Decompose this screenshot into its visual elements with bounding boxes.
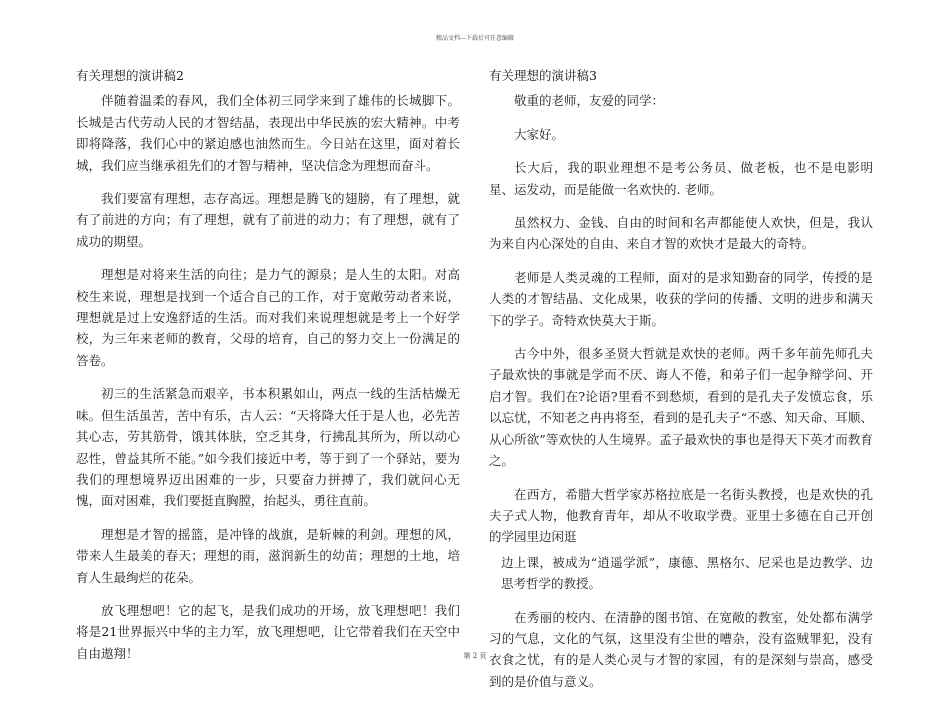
paragraph: 虽然权力、金钱、自由的时间和名声都能使人欢快，但是，我认为来自内心深处的自由、来自才智的欢快才是最大的奇特。 xyxy=(489,215,873,252)
paragraph: 伴随着温柔的春风，我们全体初三同学来到了雄伟的长城脚下。长城是古代劳动人民的才智结晶，表现出中华民族的宏大精神。中考即将降落，我们心中的紧迫感也油然而生。今日站在这里，面对着长城，我们应当继承祖先们的才智与精神，坚决信念为理想而奋斗。 xyxy=(76,93,460,173)
paragraph: 老师是人类灵魂的工程师，面对的是求知勤奋的同学，传授的是人类的才智结晶、文化成果，收获的学问的传播、文明的进步和满天下的学子。奇特欢快莫大于斯。 xyxy=(489,269,873,328)
article-title-3: 有关理想的演讲稿3 xyxy=(489,68,597,83)
paragraph: 古今中外，很多圣贤大哲就是欢快的老师。两千多年前先师孔夫子最欢快的事就是学而不厌、诲人不倦，和弟子们一起争辩学问、开启才智。我们在?论语?里看不到愁烦，看到的是孔夫子发愤忘食，乐以忘忧，不知老之冉冉将至，看到的是孔夫子“不惑、知天命、耳顺、从心所欲”等欢快的人生境界。孟子最欢快的事也是得天下英才而教育之。 xyxy=(489,346,873,469)
paragraph: 理想是对将来生活的向往；是力气的源泉；是人生的太阳。对高校生来说，理想是找到一个适合自己的工作，对于宽敞劳动者来说，理想就是过上安逸舒适的生活。而对我们来说理想就是考上一个好学校，为三年来老师的教育，父母的培育，自己的努力交上一份满足的答卷。 xyxy=(76,267,460,368)
paragraph: 理想是才智的摇篮，是冲锋的战旗，是斩棘的利剑。理想的风，带来人生最美的春天；理想的雨，滋润新生的幼苗；理想的土地，培育人生最绚烂的花朵。 xyxy=(76,526,460,585)
paragraph: 在秀丽的校内、在清静的图书馆、在宽敞的教室，处处都布满学习的气息，文化的气氛，这里没有尘世的嘈杂，没有盗贼罪犯，没有衣食之忧，有的是人类心灵与才智的家园，有的是深刻与崇高，感受到的是价值与意义。 xyxy=(489,609,873,689)
left-column xyxy=(76,65,460,676)
page-number: 第 2 页 xyxy=(463,652,487,660)
paragraph: 放飞理想吧！它的起飞，是我们成功的开场，放飞理想吧！我们将是21世界振兴中华的主力军，放飞理想吧，让它带着我们在天空中自由遨翔！ xyxy=(76,602,460,661)
paragraph: 初三的生活紧急而艰辛，书本积累如山，两点一线的生活枯燥无味。但生活虽苦，苦中有乐，古人云：“天将降大任于是人也，必先苦其心志，劳其筋骨，饿其体肤，空乏其身，行拂乱其所为，所以动心忍性，曾益其所不能。”如今我们接近中考，等于到了一个驿站，要为我们的理想境界迈出困难的一步，只要奋力拼搏了，我们就问心无愧，面对困难，我们要挺直胸膛，抬起头，勇往直前。 xyxy=(76,386,460,509)
article-title-2: 有关理想的演讲稿2 xyxy=(76,68,184,83)
page-header: 精品文档---下载后可任意编辑 xyxy=(435,35,515,42)
paragraph: 我们要富有理想，志存高远。理想是腾飞的翅膀，有了理想，就有了前进的方向；有了理想，就有了前进的动力；有了理想，就有了成功的期望。 xyxy=(76,191,460,249)
paragraph-continuation: 边上课，被成为“逍遥学派”，康德、黑格尔、尼采也是边教学、边思考哲学的教授。 xyxy=(501,554,873,592)
paragraph: 长大后，我的职业理想不是考公务员、做老板，也不是电影明星、运发动，而是能做一名欢快的. 老师。 xyxy=(489,160,873,197)
greeting: 大家好。 xyxy=(514,126,565,142)
right-column xyxy=(489,65,873,704)
paragraph: 在西方，希腊大哲学家苏格拉底是一名街头教授，也是欢快的孔夫子式人物，他教育青年，却从不收取学费。亚里士多德在自己开创的学园里边闲逛 xyxy=(489,486,873,545)
salutation: 敬重的老师，友爱的同学： xyxy=(514,93,665,109)
